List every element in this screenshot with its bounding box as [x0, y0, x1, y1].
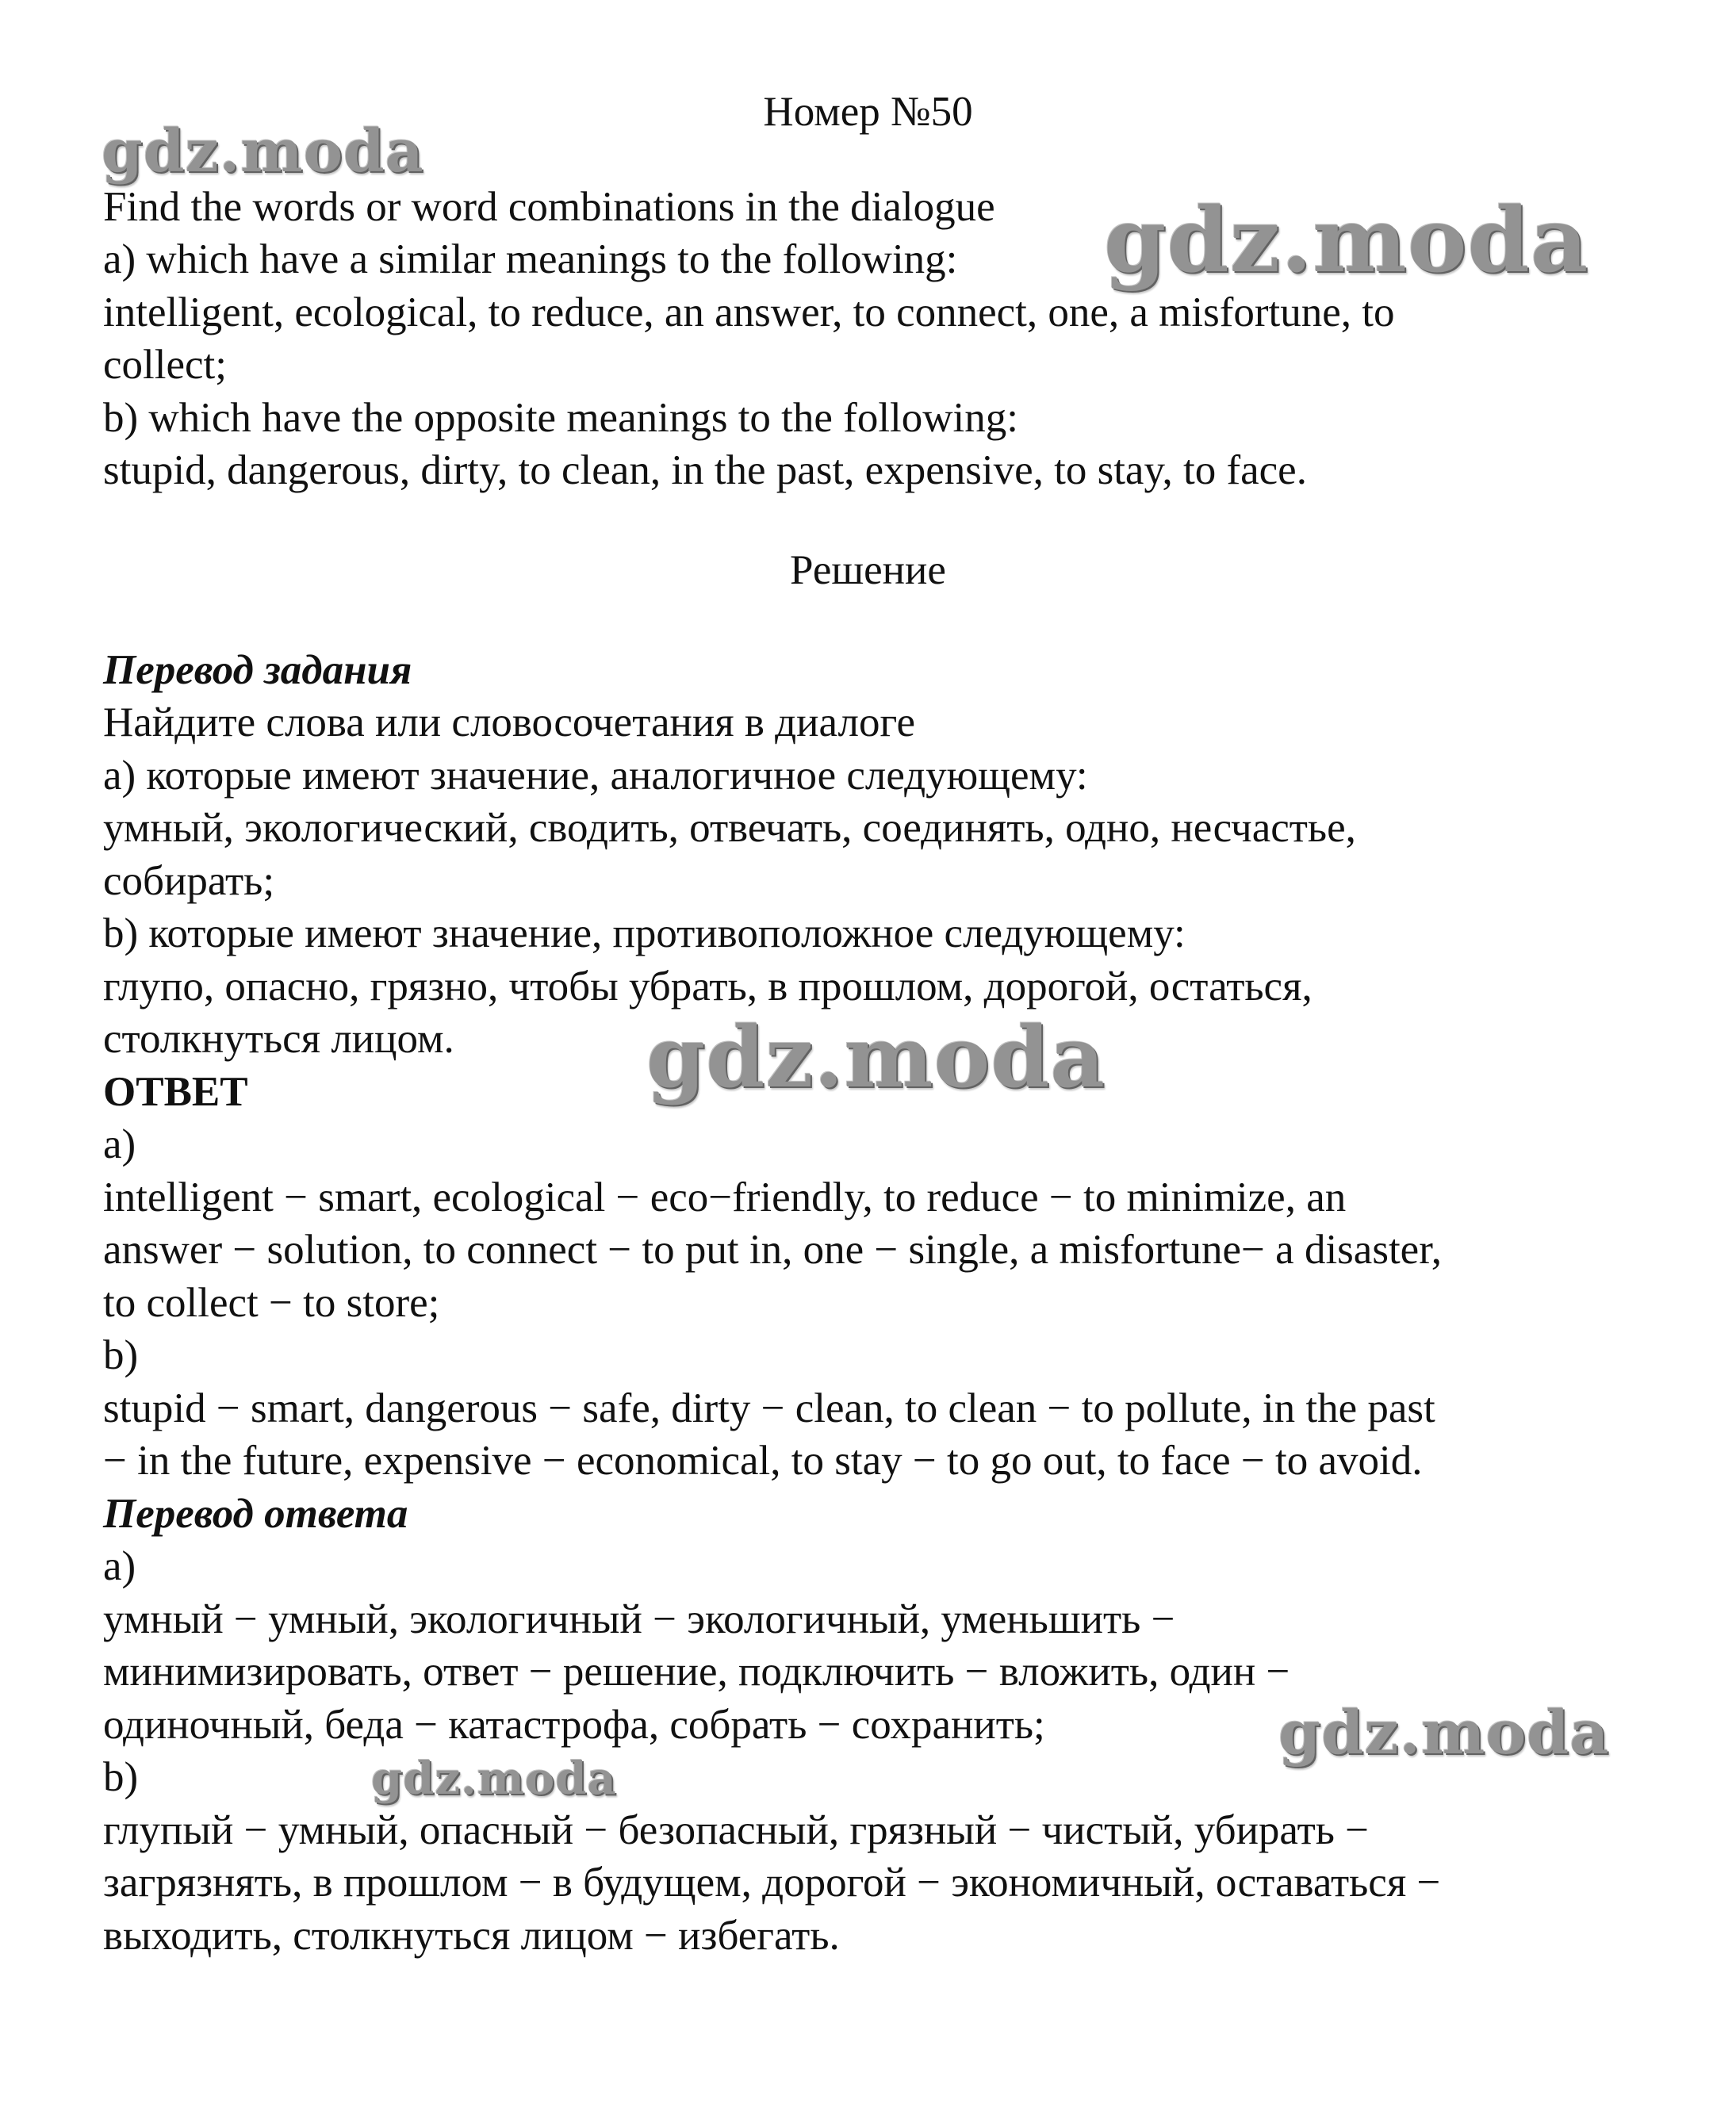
answer-line-4: to collect − to store;: [103, 1280, 440, 1326]
translation-answer-line-4: одиночный, беда − катастрофа, собрать − сохранить;: [103, 1702, 1045, 1748]
task-line-3: intelligent, ecological, to reduce, an answer, to connect, one, a misfortune, to: [103, 289, 1395, 335]
answer-line-1: a): [103, 1121, 136, 1167]
translation-task-line-6: глупо, опасно, грязно, чтобы убрать, в прошлом, дорогой, остаться,: [103, 963, 1313, 1009]
task-line-1: Find the words or word combinations in the dialogue: [103, 184, 995, 230]
translation-task-line-2: а) которые имеют значение, аналогичное следующему:: [103, 753, 1088, 799]
translation-task-heading: Перевод задания: [103, 647, 412, 693]
watermark-logo: gdz.moda: [1104, 189, 1589, 293]
translation-answer-line-3: минимизировать, ответ − решение, подключить − вложить, один −: [103, 1649, 1290, 1695]
watermark-logo: gdz.moda: [102, 117, 424, 186]
task-line-5: b) which have the opposite meanings to the following:: [103, 395, 1018, 441]
page-title: Номер №50: [763, 89, 973, 135]
translation-answer-line-5: b): [103, 1754, 139, 1800]
translation-task-line-7: столкнуться лицом.: [103, 1016, 454, 1062]
translation-answer-line-1: a): [103, 1543, 136, 1589]
answer-line-6: stupid − smart, dangerous − safe, dirty − clean, to clean − to pollute, in the past: [103, 1385, 1435, 1431]
translation-answer-line-8: выходить, столкнуться лицом − избегать.: [103, 1913, 840, 1959]
answer-line-2: intelligent − smart, ecological − eco−friendly, to reduce − to minimize, an: [103, 1174, 1347, 1220]
translation-answer-line-7: загрязнять, в прошлом − в будущем, дорогой − экономичный, оставаться −: [103, 1860, 1441, 1906]
translation-task-line-5: b) которые имеют значение, противоположное следующему:: [103, 910, 1186, 956]
translation-task-line-3: умный, экологический, сводить, отвечать, соединять, одно, несчастье,: [103, 805, 1356, 851]
answer-line-7: − in the future, expensive − economical, to stay − to go out, to face − to avoid.: [103, 1438, 1423, 1484]
task-line-2: a) which have a similar meanings to the following:: [103, 236, 958, 282]
translation-task-line-4: собирать;: [103, 858, 275, 904]
task-line-6: stupid, dangerous, dirty, to clean, in the past, expensive, to stay, to face.: [103, 447, 1307, 493]
answer-line-3: answer − solution, to connect − to put in, one − single, a misfortune− a disaster,: [103, 1227, 1442, 1273]
answer-line-5: b): [103, 1332, 139, 1378]
answer-heading: ОТВЕТ: [103, 1069, 248, 1115]
translation-answer-line-6: глупый − умный, опасный − безопасный, грязный − чистый, убирать −: [103, 1807, 1370, 1853]
watermark-logo: gdz.moda: [646, 1007, 1106, 1106]
task-line-4: collect;: [103, 342, 227, 388]
solution-heading: Решение: [790, 547, 946, 593]
watermark-logo: gdz.moda: [371, 1753, 617, 1805]
translation-answer-heading: Перевод ответа: [103, 1491, 408, 1537]
watermark-logo: gdz.moda: [1278, 1697, 1610, 1768]
translation-answer-line-2: умный − умный, экологичный − экологичный, уменьшить −: [103, 1596, 1175, 1642]
translation-task-line-1: Найдите слова или словосочетания в диалоге: [103, 699, 916, 745]
